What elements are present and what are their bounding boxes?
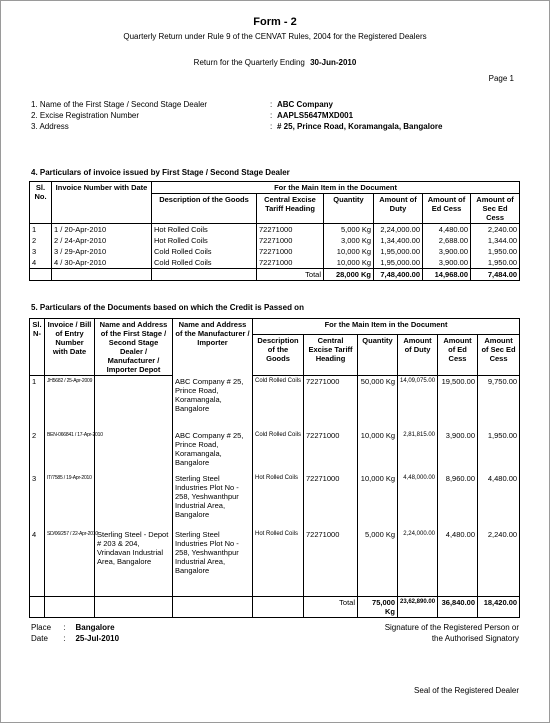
table-row xyxy=(30,473,520,529)
total-duty: 23,62,890.00 xyxy=(398,597,438,618)
cell-duty: 1,34,400.00 xyxy=(374,235,423,246)
cell-tariff: 72271000 xyxy=(304,473,358,529)
col-description: Description of the Goods xyxy=(253,335,304,376)
col-sec-ed-cess: Amount of Sec Ed Cess xyxy=(471,194,520,224)
cell-invoice: 3 / 29-Apr-2010 xyxy=(52,246,152,257)
cell-sec-ed-cess: 2,240.00 xyxy=(478,529,520,597)
place-separator: : xyxy=(63,623,66,632)
cell-sec-ed-cess: 1,344.00 xyxy=(471,235,520,246)
total-sec-ed-cess: 7,484.00 xyxy=(471,269,520,281)
total-label: Total xyxy=(257,269,324,281)
col-sec-ed-cess: Amount of Sec Ed Cess xyxy=(478,335,520,376)
cell-quantity: 10,000 Kg xyxy=(324,246,374,257)
cell-invoice: JH5682 / 25-Apr-2009 xyxy=(45,376,95,430)
total-row xyxy=(30,597,520,618)
cell-manufacturer: ABC Company # 25, Prince Road, Koramangala, Bangalore xyxy=(173,430,253,473)
cell-sec-ed-cess: 9,750.00 xyxy=(478,376,520,430)
cell-duty: 2,24,000.00 xyxy=(374,224,423,236)
col-ed-cess: Amount of Ed Cess xyxy=(438,335,478,376)
cell-tariff: 72271000 xyxy=(257,224,324,236)
section5-heading: 5. Particulars of the Documents based on which the Credit is Passed on xyxy=(31,303,304,312)
cell-description: Hot Rolled Coils xyxy=(152,235,257,246)
cell-quantity: 5,000 Kg xyxy=(358,529,398,597)
cell-duty: 1,95,000.00 xyxy=(374,246,423,257)
cell-description: Cold Rolled Coils xyxy=(152,246,257,257)
cell-duty: 4,48,000.00 xyxy=(398,473,438,529)
cell-sl: 3 xyxy=(30,473,45,529)
date-line xyxy=(31,634,119,643)
total-sec-ed-cess: 18,420.00 xyxy=(478,597,520,618)
col-tariff: Central Excise Tariff Heading xyxy=(304,335,358,376)
cell-quantity: 3,000 Kg xyxy=(324,235,374,246)
col-invoice: Invoice / Bill of Entry Number with Date xyxy=(45,319,95,376)
info-separator: : xyxy=(270,111,273,120)
cell-quantity: 50,000 Kg xyxy=(358,376,398,430)
table-row xyxy=(30,529,520,597)
cell-duty: 2,81,815.00 xyxy=(398,430,438,473)
page-number: Page 1 xyxy=(488,74,514,83)
col-description: Description of the Goods xyxy=(152,194,257,224)
seal-line: Seal of the Registered Dealer xyxy=(414,686,519,695)
cell-tariff: 72271000 xyxy=(257,257,324,269)
form-title: Form - 2 xyxy=(253,16,297,28)
col-manufacturer: Name and Address of the Manufacturer / Importer xyxy=(173,319,253,376)
cell-tariff: 72271000 xyxy=(257,235,324,246)
table-row xyxy=(30,430,520,473)
total-row xyxy=(30,269,520,281)
total-quantity: 75,000 Kg xyxy=(358,597,398,618)
info-value: ABC Company xyxy=(277,100,334,109)
total-label: Total xyxy=(304,597,358,618)
cell-sl: 4 xyxy=(30,257,52,269)
cell-duty: 2,24,000.00 xyxy=(398,529,438,597)
col-sl: Sl. N- xyxy=(30,319,45,376)
cell-manufacturer: ABC Company # 25, Prince Road, Koramangala, Bangalore xyxy=(173,376,253,430)
table-row xyxy=(30,224,520,236)
cell-description: Cold Rolled Coils xyxy=(253,430,304,473)
quarter-value: 30-Jun-2010 xyxy=(310,58,357,67)
section4-table xyxy=(29,181,520,281)
cell-tariff: 72271000 xyxy=(257,246,324,257)
cell-sl: 1 xyxy=(30,224,52,236)
signature-line-2: the Authorised Signatory xyxy=(431,634,519,643)
cell-quantity: 10,000 Kg xyxy=(358,473,398,529)
total-ed-cess: 14,968.00 xyxy=(423,269,471,281)
cell-second-stage-dealer: Sterling Steel - Depot # 203 & 204, Vrindavan Industrial Area, Bangalore xyxy=(95,529,173,597)
cell-invoice: BEN-066841 / 17-Apr-2010 xyxy=(45,430,95,473)
cell-sl: 2 xyxy=(30,430,45,473)
info-label: 1. Name of the First Stage / Second Stage Dealer xyxy=(31,100,208,109)
cell-ed-cess: 4,480.00 xyxy=(423,224,471,236)
col-sl: Sl. No. xyxy=(30,182,52,224)
cell-duty: 1,95,000.00 xyxy=(374,257,423,269)
col-invoice: Invoice Number with Date xyxy=(52,182,152,224)
table-row xyxy=(30,235,520,246)
cell-sec-ed-cess: 1,950.00 xyxy=(471,257,520,269)
cell-invoice: SD/06/257 / 22-Apr-2010 xyxy=(45,529,95,597)
col-duty: Amount of Duty xyxy=(374,194,423,224)
place-value: Bangalore xyxy=(75,623,115,632)
cell-tariff: 72271000 xyxy=(304,529,358,597)
cell-sec-ed-cess: 1,950.00 xyxy=(471,246,520,257)
cell-manufacturer: Sterling Steel Industries Plot No - 258, Yeshwanthpur Industrial Area, Bangalore xyxy=(173,529,253,597)
table-row xyxy=(30,376,520,430)
col-second-stage-dealer: Name and Address of the First Stage / Second Stage Dealer / Manufacturer / Importer Depot xyxy=(95,319,173,376)
total-duty: 7,48,400.00 xyxy=(374,269,423,281)
cell-ed-cess: 3,900.00 xyxy=(438,430,478,473)
section4-heading: 4. Particulars of invoice issued by First Stage / Second Stage Dealer xyxy=(31,168,290,177)
cell-description: Hot Rolled Coils xyxy=(253,473,304,529)
info-value: AAPLS5647MXD001 xyxy=(277,111,354,120)
cell-sl: 1 xyxy=(30,376,45,430)
cell-quantity: 10,000 Kg xyxy=(324,257,374,269)
place-line xyxy=(31,623,115,632)
info-separator: : xyxy=(270,100,273,109)
quarter-ending xyxy=(0,58,550,67)
cell-second-stage-dealer xyxy=(95,376,173,430)
cell-second-stage-dealer xyxy=(95,473,173,529)
cell-second-stage-dealer xyxy=(95,430,173,473)
col-quantity: Quantity xyxy=(324,194,374,224)
cell-ed-cess: 3,900.00 xyxy=(423,257,471,269)
col-duty: Amount of Duty xyxy=(398,335,438,376)
total-ed-cess: 36,840.00 xyxy=(438,597,478,618)
date-value: 25-Jul-2010 xyxy=(75,634,120,643)
cell-quantity: 10,000 Kg xyxy=(358,430,398,473)
cell-invoice: 2 / 24-Apr-2010 xyxy=(52,235,152,246)
total-quantity: 28,000 Kg xyxy=(324,269,374,281)
cell-sec-ed-cess: 1,950.00 xyxy=(478,430,520,473)
table-row xyxy=(30,246,520,257)
cell-invoice: IT/7585 / 19-Apr-2010 xyxy=(45,473,95,529)
col-main-item: For the Main Item in the Document xyxy=(152,182,520,194)
cell-manufacturer: Sterling Steel Industries Plot No - 258, Yeshwanthpur Industrial Area, Bangalore xyxy=(173,473,253,529)
cell-ed-cess: 19,500.00 xyxy=(438,376,478,430)
signature-line-1: Signature of the Registered Person or xyxy=(384,623,519,632)
form-subtitle: Quarterly Return under Rule 9 of the CENVAT Rules, 2004 for the Registered Dealers xyxy=(123,32,427,41)
col-ed-cess: Amount of Ed Cess xyxy=(423,194,471,224)
info-value: # 25, Prince Road, Koramangala, Bangalore xyxy=(277,122,443,131)
cell-ed-cess: 4,480.00 xyxy=(438,529,478,597)
cell-sec-ed-cess: 2,240.00 xyxy=(471,224,520,236)
info-separator: : xyxy=(270,122,273,131)
cell-tariff: 72271000 xyxy=(304,376,358,430)
info-label: 3. Address xyxy=(31,122,69,131)
info-label: 2. Excise Registration Number xyxy=(31,111,140,120)
cell-sl: 3 xyxy=(30,246,52,257)
cell-description: Cold Rolled Coils xyxy=(253,376,304,430)
cell-sl: 2 xyxy=(30,235,52,246)
date-separator: : xyxy=(63,634,66,643)
cell-ed-cess: 2,688.00 xyxy=(423,235,471,246)
cell-ed-cess: 3,900.00 xyxy=(423,246,471,257)
quarter-label: Return for the Quarterly Ending xyxy=(193,58,305,67)
col-tariff: Central Excise Tariff Heading xyxy=(257,194,324,224)
place-label: Place xyxy=(31,623,52,632)
date-label: Date xyxy=(31,634,48,643)
cell-sec-ed-cess: 4,480.00 xyxy=(478,473,520,529)
cell-invoice: 4 / 30-Apr-2010 xyxy=(52,257,152,269)
cell-description: Hot Rolled Coils xyxy=(152,224,257,236)
cell-description: Cold Rolled Coils xyxy=(152,257,257,269)
col-main-item: For the Main Item in the Document xyxy=(253,319,520,335)
cell-ed-cess: 8,960.00 xyxy=(438,473,478,529)
col-quantity: Quantity xyxy=(358,335,398,376)
cell-description: Hot Rolled Coils xyxy=(253,529,304,597)
section5-table xyxy=(29,318,520,618)
cell-quantity: 5,000 Kg xyxy=(324,224,374,236)
cell-duty: 14,09,075.00 xyxy=(398,376,438,430)
cell-sl: 4 xyxy=(30,529,45,597)
cell-invoice: 1 / 20-Apr-2010 xyxy=(52,224,152,236)
cell-tariff: 72271000 xyxy=(304,430,358,473)
table-row xyxy=(30,257,520,269)
